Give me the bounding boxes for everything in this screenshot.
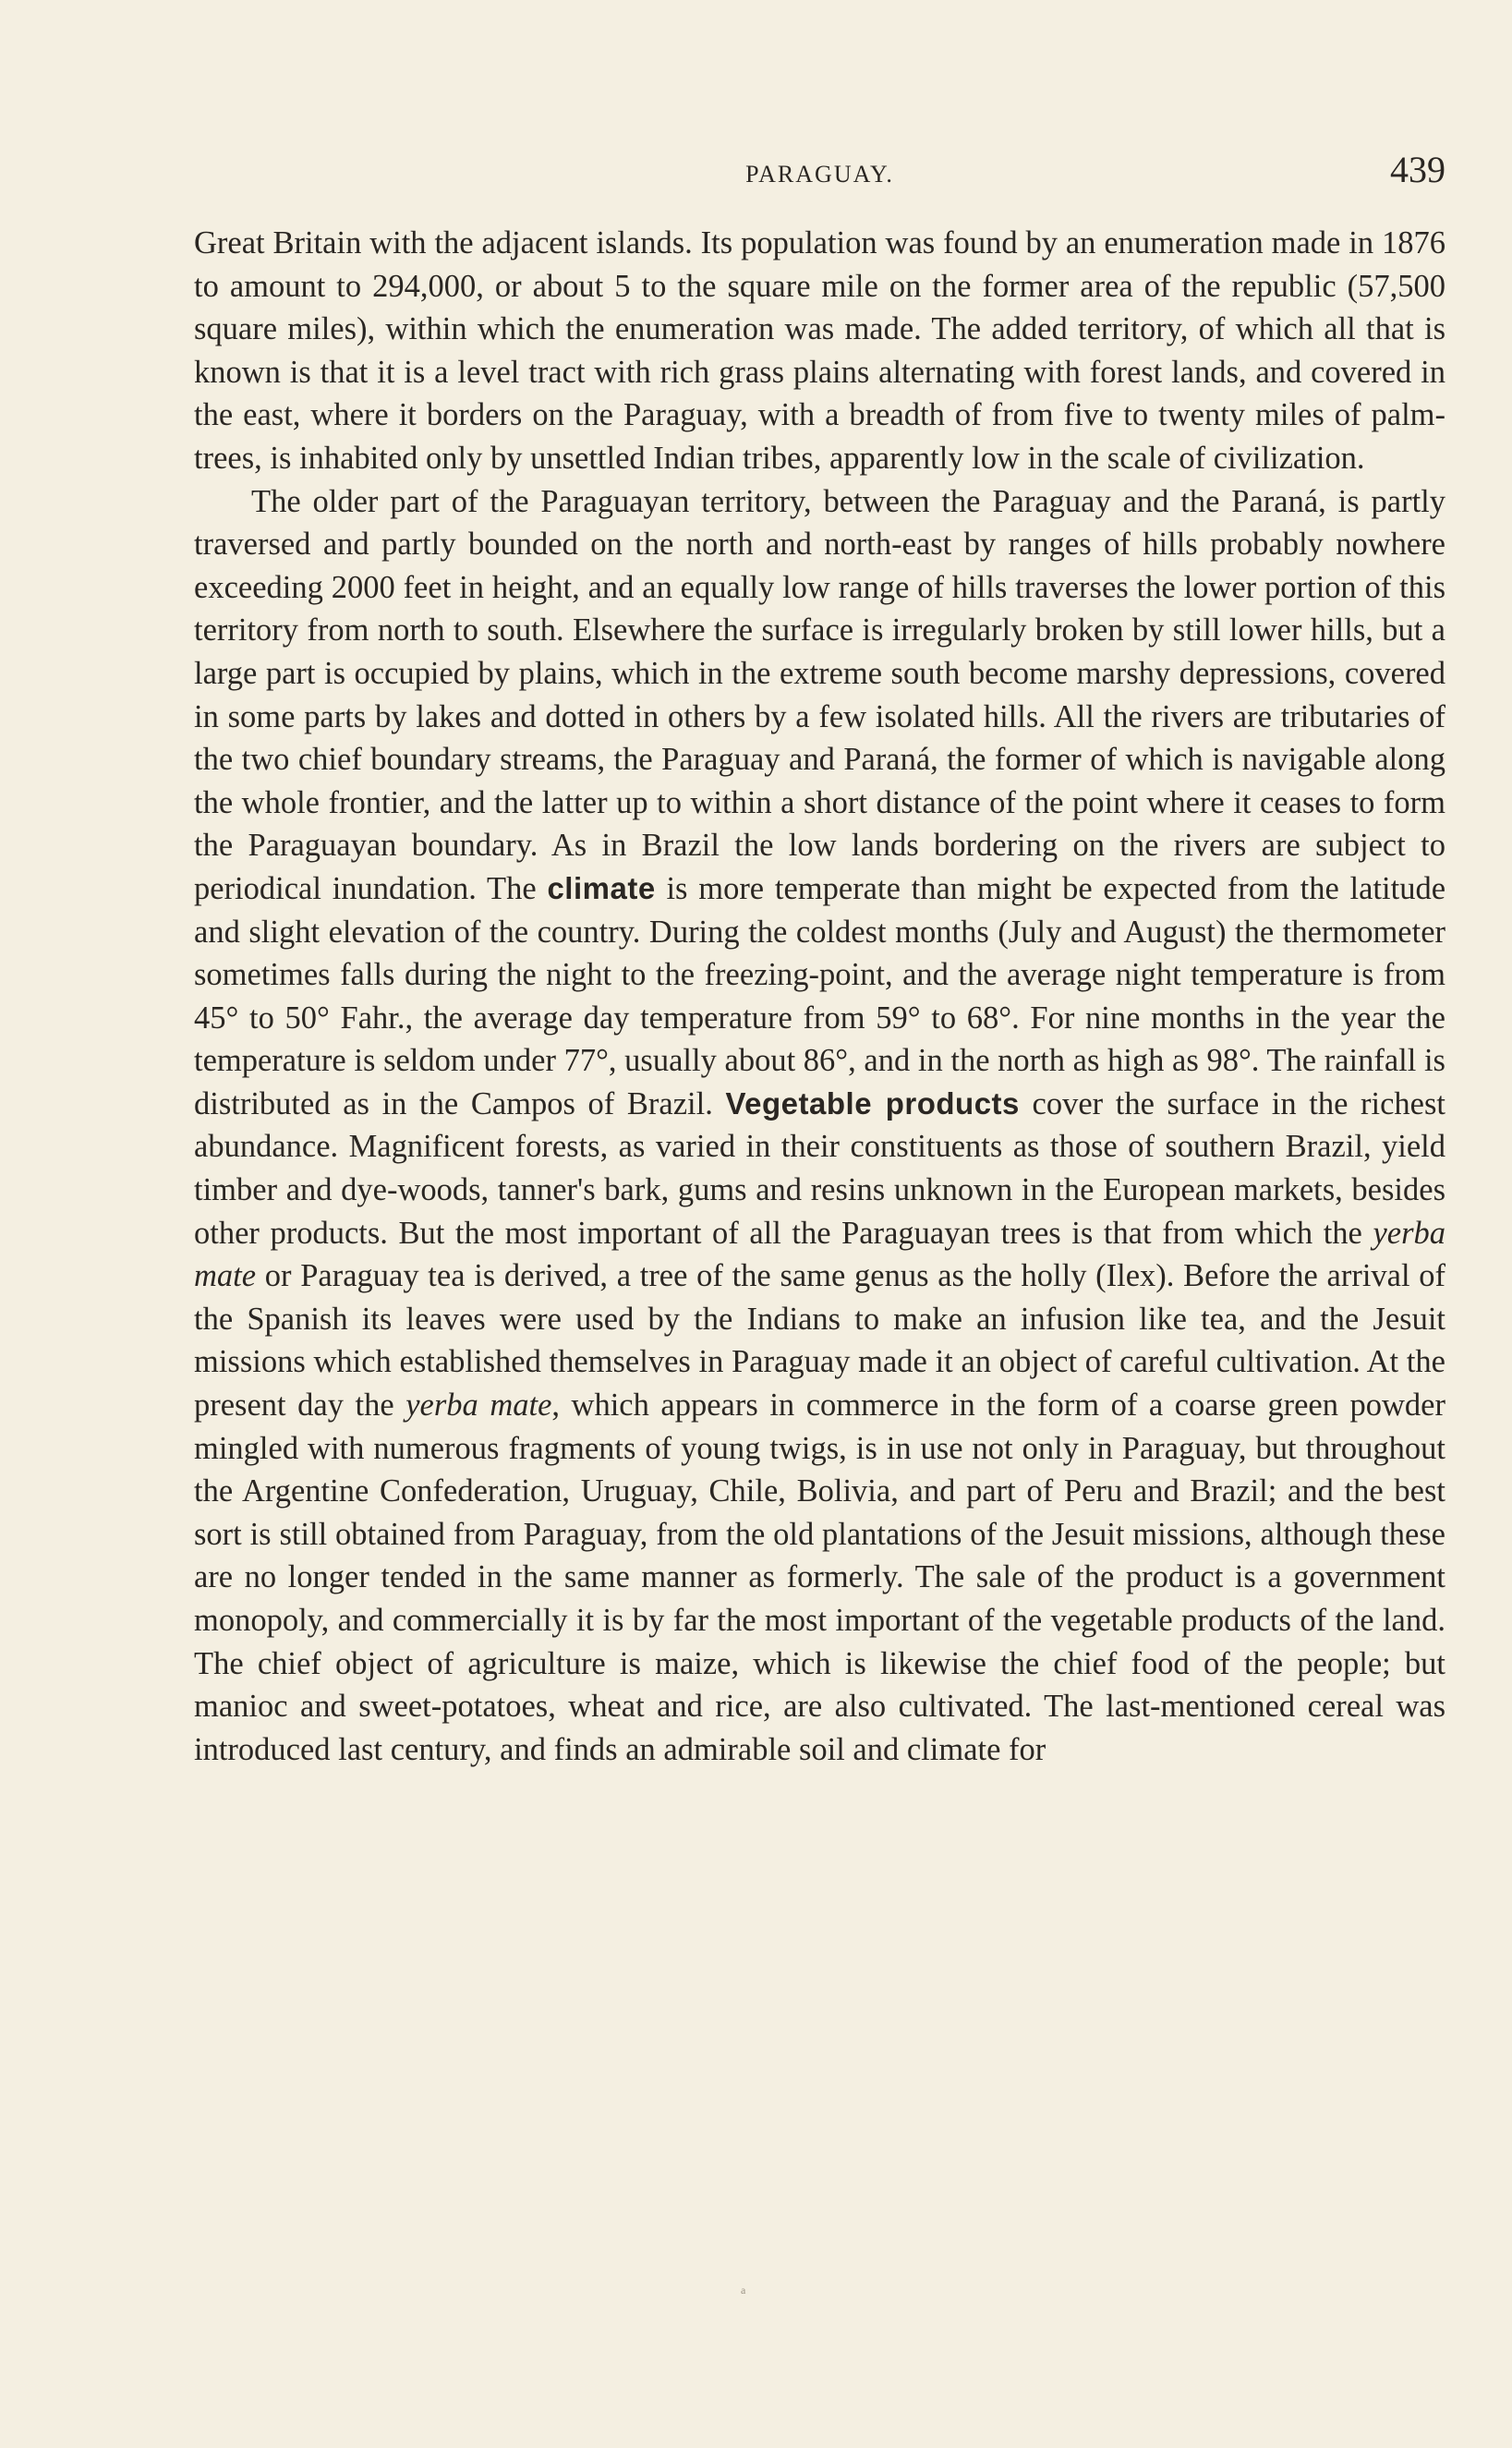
paragraph-2-text-4: or Paraguay tea is derived, a tree of the same genus as the holly (Ilex). Before the arrival of the Spanish its leaves were used by the Indians to make an infusion like tea, and the Jesuit missions which established themselves in Paraguay made it an object of careful cultivation. At the present day the [194,1258,1445,1424]
footer-mark: a [741,2284,746,2297]
term-yerba-mate-1: yerba mate [194,1215,1445,1294]
paragraph-2 [194,480,1445,1772]
body-text [194,222,1445,1771]
paragraph-2-text-5: , which appears in commerce in the form of a coarse green powder mingled with numerous fragments of young twigs, is in use not only in Paraguay, but throughout the Argentine Confederation, Uruguay, Chile, Bolivia, and part of Peru and Brazil; and the best sort is still obtained from Paraguay, from the old plantations of the Jesuit missions, although these are no longer tended in the same manner as formerly. The sale of the product is a government monopoly, and commercially it is by far the most important of the vegetable products of the land. The chief object of agriculture is maize, which is likewise the chief food of the people; but manioc and sweet-potatoes, wheat and rice, are also cultivated. The last-mentioned cereal was introduced last century, and finds an admirable soil and climate for [194,1388,1445,1767]
page-number: 439 [1390,149,1445,190]
keyword-vegetable-products: Vegetable products [725,1085,1020,1121]
term-yerba-mate-2: yerba mate [405,1388,552,1424]
paragraph-2-text-3: cover the surface in the richest abundance. Magnificent forests, as varied in their constituents as those of southern Brazil, yield timber and dye-woods, tanner's bark, gums and resins unknown in the European markets, besides other products. But the most important of all the Paraguayan trees is that from which the [194,1085,1445,1251]
running-head: PARAGUAY. [745,161,894,188]
paragraph-1: Great Britain with the adjacent islands. Its population was found by an enumeration made in 1876 to amount to 294,000, or about 5 to the square mile on the former area of the republic (57,500 square miles), within which the enumeration was made. The added territory, of which all that is known is that it is a level tract with rich grass plains alternating with forest lands, and covered in the east, where it borders on the Paraguay, with a breadth of from five to twenty miles of palm-trees, is inhabited only by unsettled Indian tribes, apparently low in the scale of civilization. [194,225,1445,476]
paragraph-2-text-1: The older part of the Paraguayan territory, between the Paraguay and the Paraná, is partly traversed and partly bounded on the north and north-east by ranges of hills probably nowhere exceeding 2000 feet in height, and an equally low range of hills traverses the lower portion of this territory from north to south. Elsewhere the surface is irregularly broken by still lower hills, but a large part is occupied by plains, which in the extreme south become marshy depressions, covered in some parts by lakes and dotted in others by a few isolated hills. All the rivers are tributaries of the two chief boundary streams, the Paraguay and Paraná, the former of which is navigable along the whole frontier, and the latter up to within a short distance of the point where it ceases to form the Paraguayan boundary. As in Brazil the low lands bordering on the rivers are subject to periodical inundation. The [194,483,1445,906]
paragraph-2-text-2: is more temperate than might be expected from the latitude and slight elevation of the country. During the coldest months (July and August) the thermometer sometimes falls during the night to the freezing-point, and the average night temperature is from 45° to 50° Fahr., the average day temperature from 59° to 68°. For nine months in the year the temperature is seldom under 77°, usually about 86°, and in the north as high as 98°. The rainfall is distributed as in the Campos of Brazil. [194,870,1446,1121]
page-header [194,148,1445,203]
keyword-climate: climate [547,870,656,905]
